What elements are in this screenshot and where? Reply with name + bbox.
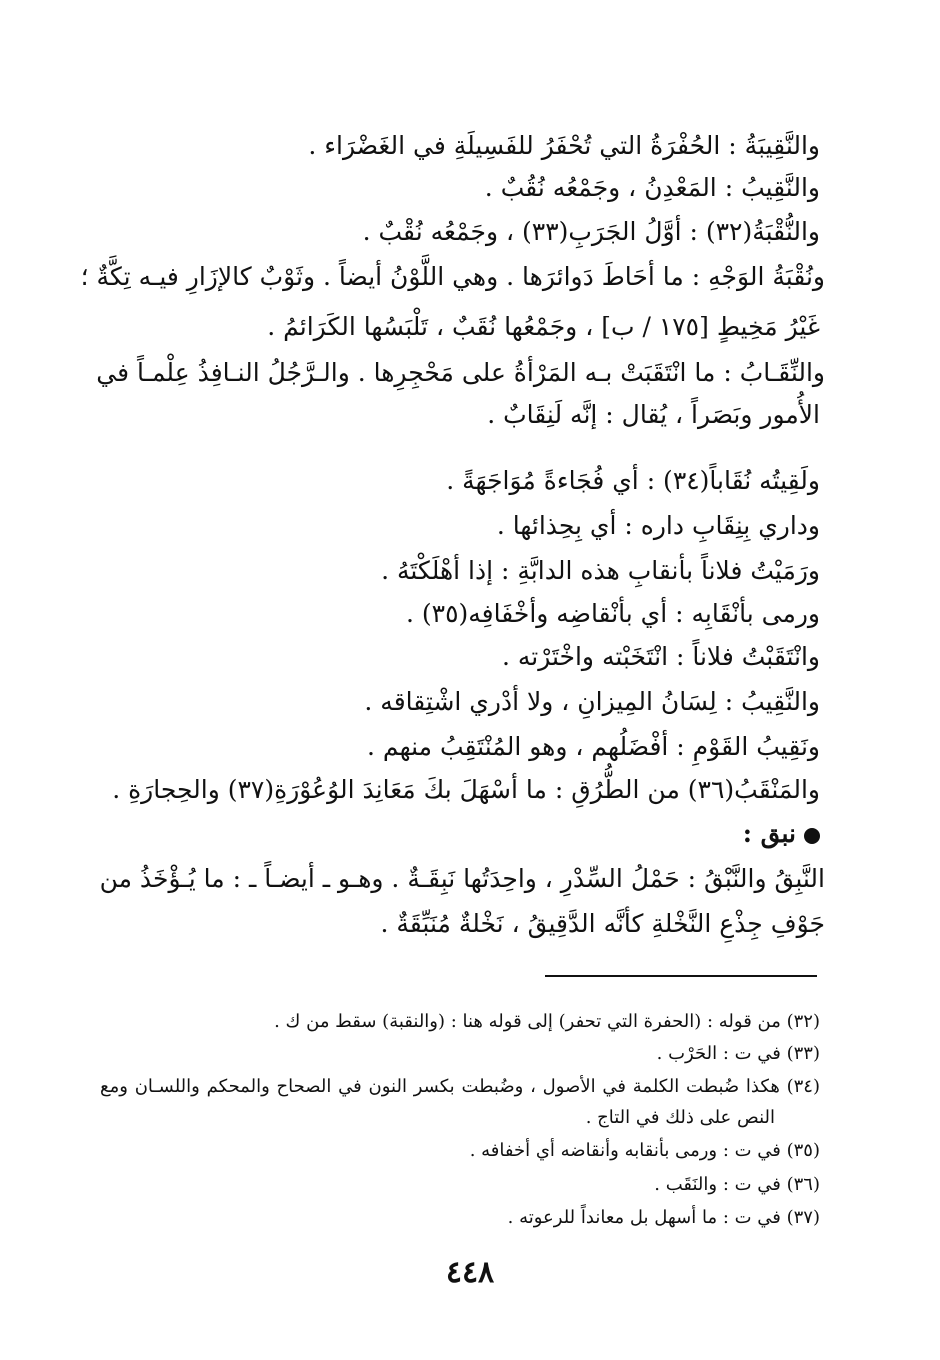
entry-nuqba: والنُّقْبَةُ(٣٢) : أوَّلُ الجَرَبِ(٣٣) ، وجَمْعُه نُقْبٌ .: [362, 217, 820, 246]
footnote-33: (٣٣) في ت : الحَرْب .: [656, 1043, 820, 1064]
entry-naqib-qawm: ونَقِيبُ القَوْمِ : أفْضَلُهم ، وهو المُنْتَقِبُ منهم .: [367, 732, 820, 761]
entry-manqab: والمَنْقَبُ(٣٦) من الطُّرُقِ : ما أسْهَلَ بكَ مَعَانِدَ الوُعُوْرَةِ(٣٧) والحِجارَةِ .: [112, 775, 820, 804]
footnote-35: (٣٥) في ت : ورمى بأنقابه وأنقاضه أي أخفافه .: [469, 1140, 820, 1161]
footnote-36: (٣٦) في ت : والنَقَب .: [654, 1174, 820, 1195]
entry-naqiba: والنَّقِيبَةُ : الحُفْرَةُ التي تُحْفَرُ للفَسِيلَةِ في الغَضْرَاء .: [308, 131, 820, 160]
footnote-37: (٣٧) في ت : ما أسهل بل معانداً للرعوته .: [507, 1207, 820, 1228]
entry-intaqabtu: وانْتَقَبْتُ فلاناً : انْتَخَبْته واخْتَرْته .: [501, 642, 820, 671]
entry-niqab: والنِّقَـابُ : ما انْتَقَبَتْ بـه المَرْأةُ على مَحْجِرِها . والـرَّجُلُ النـافِذُ عِلْمـاً في: [96, 358, 825, 387]
entry-naqib-mizan: والنَّقِيبُ : لِسَانُ المِيزانِ ، ولا أدْري اشْتِقاقه .: [364, 687, 820, 716]
entry-nuqbat-alwajh-cont: غَيْرُ مَخِيطٍ [١٧٥ / ب] ، وجَمْعُها نُقَبٌ ، تَلْبَسُها الكَرَائمُ .: [267, 312, 820, 341]
entry-naqib-mine: والنَّقِيبُ : المَعْدِنُ ، وجَمْعُه نُقُبٌ .: [484, 173, 820, 202]
section-heading-nabq: [90, 816, 820, 852]
entry-ramaytu: ورَمَيْتُ فلاناً بأنقابِ هذه الدابَّةِ : إذا أهْلَكْتَهُ .: [381, 556, 820, 585]
footnote-separator: [545, 975, 817, 977]
footnote-32: (٣٢) من قوله : (الحفرة التي تحفر) إلى قوله هنا : (والنقبة) سقط من ك .: [274, 1011, 820, 1032]
entry-laqituhu: ولَقِيتُه نُقَاباً(٣٤) : أي فُجَاءةً مُوَاجَهَةً .: [446, 466, 820, 495]
footnote-34: (٣٤) هكذا ضُبطت الكلمة في الأصول ، وضُبطت بكسر النون في الصحاح والمحكم واللسـان ومع: [100, 1076, 820, 1097]
entry-rama: ورمى بأنْقَابِه : أي بأنْقاضِه وأخْفَافِه(٣٥) .: [406, 599, 820, 628]
entry-nabiq-cont: جَوْفِ جِذْعِ النَّخْلةِ كأنَّه الدَّقِيقُ ، نَخْلةٌ مُنَبِّقَةٌ .: [380, 909, 825, 938]
entry-nuqbat-alwajh: ونُقْبَةُ الوَجْهِ : ما أحَاطَ دَوائرَها . وهي اللَّوْنُ أيضاً . وثَوْبٌ كالإزَارِ فيـه تِكَّةٌ ؛: [80, 262, 825, 291]
bullet-icon: [804, 828, 820, 844]
entry-nabiq: النَّبِقُ والنَّبْقُ : حَمْلُ السِّدْرِ ، واحِدَتُها نَبِقَـةٌ . وهـو ـ أيضـاً ـ : ما يُـؤْخَذُ من: [99, 864, 825, 893]
footnote-34-cont: النص على ذلك في التاج .: [585, 1107, 775, 1128]
section-heading-label: نبق :: [742, 819, 796, 848]
entry-dari: وداري بِنِقَابِ داره : أي بِحِذائها .: [496, 511, 820, 540]
entry-niqab-cont: الأُمور وبَصَراً ، يُقال : إنَّه لَنِقَابٌ .: [487, 400, 820, 429]
page-number: ٤٤٨: [445, 1255, 495, 1290]
